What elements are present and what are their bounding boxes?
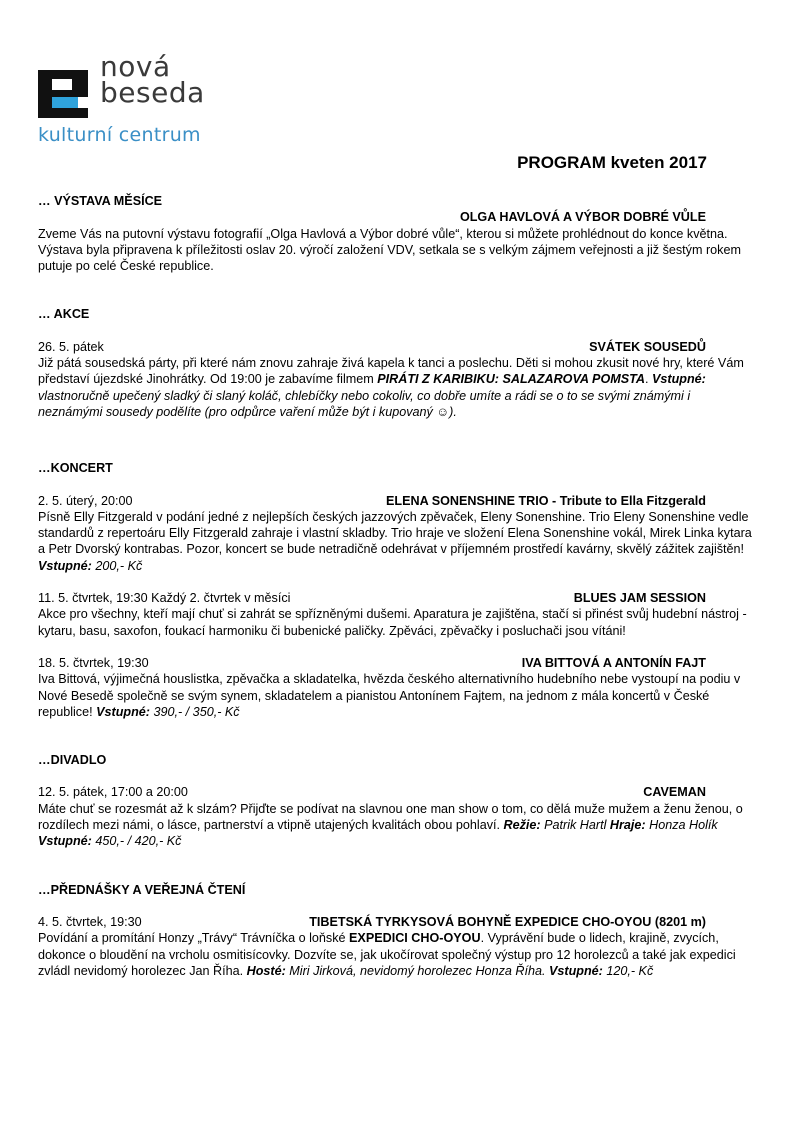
event-text-koncert-1: Písně Elly Fitzgerald v podání jedné z nejlepších českých jazzových zpěvaček, Eleny Sonenshine. Trio Eleny Sonenshine vedle standardů z repertoáru Elly Fitzgerald zahraje i vlastní skladby. Trio hraje ve složení Elena Sonenshine vokál, Mirek Linka kytara a Petr Dvorský kontrabas. Pozor, koncert se bude netradičně odehrávat v příjemném prostředí kavárny, skvělý zážitek zajištěn! [38, 509, 752, 557]
vstupne-text: 450,- / 420,- Kč [91, 834, 182, 849]
event-name: BLUES JAM SESSION [573, 591, 706, 606]
vstupne-label: Vstupné: [652, 372, 706, 387]
vstupne-text: vlastnoručně upečený sladký či slaný koláč, chlebíčky nebo cokoliv, co dobře umíte a rádi se o to se svými známými i neznámými sousedy podělíte (pro odpůrce vaření může být i kupovaný ☺). [38, 388, 691, 419]
event-header-prednasky [38, 914, 756, 930]
event-text: Již pátá sousedská párty, při které nám znovu zahraje živá kapela k tanci a poslechu. Děti si mohou zkusit nové hry, které Vám představí újezdské Jinohrátky. Od 19:00 je zabavíme filmem [38, 356, 744, 387]
event-text-akce [38, 355, 756, 420]
hraje-text: Honza Holík [645, 818, 718, 833]
vstupne-koncert-1 [38, 558, 756, 574]
event-date: 4. 5. čtvrtek, 19:30 [38, 914, 142, 929]
vstupne-text: 200,- Kč [91, 558, 143, 573]
vstupne-divadlo [38, 833, 756, 849]
event-name: ELENA SONENSHINE TRIO - Tribute to Ella Fitzgerald [385, 493, 706, 508]
logo-wordmark [100, 50, 205, 109]
event-text-koncert-2: Akce pro všechny, kteří mají chuť si zahrát se spřízněnými dušemi. Aparatura je zajištěna, stačí si přinést svůj hudební nástroj - kytaru, basu, saxofon, foukací harmoniku či bubenické paličky. Zpěváci, zpěvačky i posluchači jsou vítáni! [38, 607, 747, 638]
section-heading-akce: … AKCE [38, 307, 90, 322]
event-name: CAVEMAN [643, 785, 706, 800]
rezie-text: Patrik Hartl [540, 818, 610, 833]
vstupne-label: Vstupné: [548, 963, 603, 978]
event-text-divadlo [38, 801, 756, 834]
section-heading-divadlo: …DIVADLO [38, 753, 107, 768]
event-date: 11. 5. čtvrtek, 19:30 Každý 2. čtvrtek v měsíci [38, 591, 291, 606]
logo-subtitle: kulturní centrum [38, 124, 201, 146]
event-header-koncert-1 [38, 493, 756, 509]
vstupne-label: Vstupné: [96, 704, 150, 719]
event-date: 2. 5. úterý, 20:00 [38, 493, 133, 508]
event-header-divadlo [38, 784, 756, 800]
event-text: Povídání a promítání Honzy „Trávy“ Trávníčka o loňské [38, 931, 350, 946]
event-date: 18. 5. čtvrtek, 19:30 [38, 655, 149, 670]
event-header-koncert-2 [38, 590, 756, 606]
nova-beseda-logo-icon [38, 70, 88, 118]
film-title: PIRÁTI Z KARIBIKU: SALAZAROVA POMSTA [377, 372, 645, 387]
section-heading-prednasky: …PŘEDNÁŠKY A VEŘEJNÁ ČTENÍ [38, 882, 246, 897]
event-text-cont: . Vyprávění bude o lidech, krajině, zvycích, dokonce o bloudění na vrcholu osmitisícovky. Dozvíte se, jak ukočírovat společný výstup pro 12 horolezců a také jak expedici zvládl nevidomý horolezec Jan Říha. [38, 931, 736, 978]
hoste-label: Hosté: [246, 963, 286, 978]
event-header-koncert-3 [38, 655, 756, 671]
event-name-vystava: OLGA HAVLOVÁ A VÝBOR DOBRÉ VŮLE [459, 210, 706, 225]
logo-line1: nová [100, 50, 171, 83]
event-text: Iva Bittová, výjimečná houslistka, zpěvačka a skladatelka, hvězda českého alternativního hudebního nebe vystoupí na podiu v Nové Besedě společně se svým synem, skladatelem a pianistou Antonínem Fajtem, na jednom z mála koncertů v České republice! [38, 672, 741, 719]
event-date: 12. 5. pátek, 17:00 a 20:00 [38, 785, 188, 800]
section-heading-vystava: … VÝSTAVA MĚSÍCE [38, 194, 163, 208]
event-text: Máte chuť se rozesmát až k slzám? Přijďte se podívat na slavnou one man show o tom, co dělá muže mužem a ženu ženou, o rozdílech mezi námi, o lásce, partnerství a vtipně utajených kvalitách obou pohlaví. [38, 801, 743, 833]
event-text-koncert-3 [38, 671, 756, 720]
text-end: . [645, 372, 649, 387]
page-title: PROGRAM kveten 2017 [517, 153, 707, 172]
hraje-label: Hraje: [609, 818, 646, 833]
vstupne-text: 390,- / 350,- Kč [149, 704, 240, 719]
vstupne-label: Vstupné: [38, 558, 92, 573]
vstupne-text: 120,- Kč [602, 963, 654, 978]
event-header-akce [38, 339, 756, 355]
event-text-prednasky [38, 930, 756, 979]
event-name: IVA BITTOVÁ A ANTONÍN FAJT [521, 655, 706, 670]
logo [38, 50, 238, 152]
hoste-text: Miri Jirková, nevidomý horolezec Honza Říha. [285, 963, 549, 978]
event-name: TIBETSKÁ TYRKYSOVÁ BOHYNĚ EXPEDICE CHO-OYOU (8201 m) [309, 914, 706, 929]
logo-line2: beseda [100, 76, 205, 109]
event-text-vystava: Zveme Vás na putovní výstavu fotografií „Olga Havlová a Výbor dobré vůle“, kterou si můžete prohlédnout do konce května. Výstava byla připravena k příležitosti oslav 20. výročí založení VDV, setkala se s velkým zájmem veřejnosti a již šestým rokem putuje po celé České republice. [38, 226, 741, 274]
expedice-name: EXPEDICI CHO-OYOU [349, 931, 481, 946]
rezie-label: Režie: [503, 818, 541, 833]
section-heading-koncert: …KONCERT [38, 461, 113, 476]
vstupne-label: Vstupné: [38, 834, 92, 849]
program-content [38, 193, 756, 979]
event-date: 26. 5. pátek [38, 339, 104, 354]
event-name: SVÁTEK SOUSEDŮ [589, 339, 706, 354]
